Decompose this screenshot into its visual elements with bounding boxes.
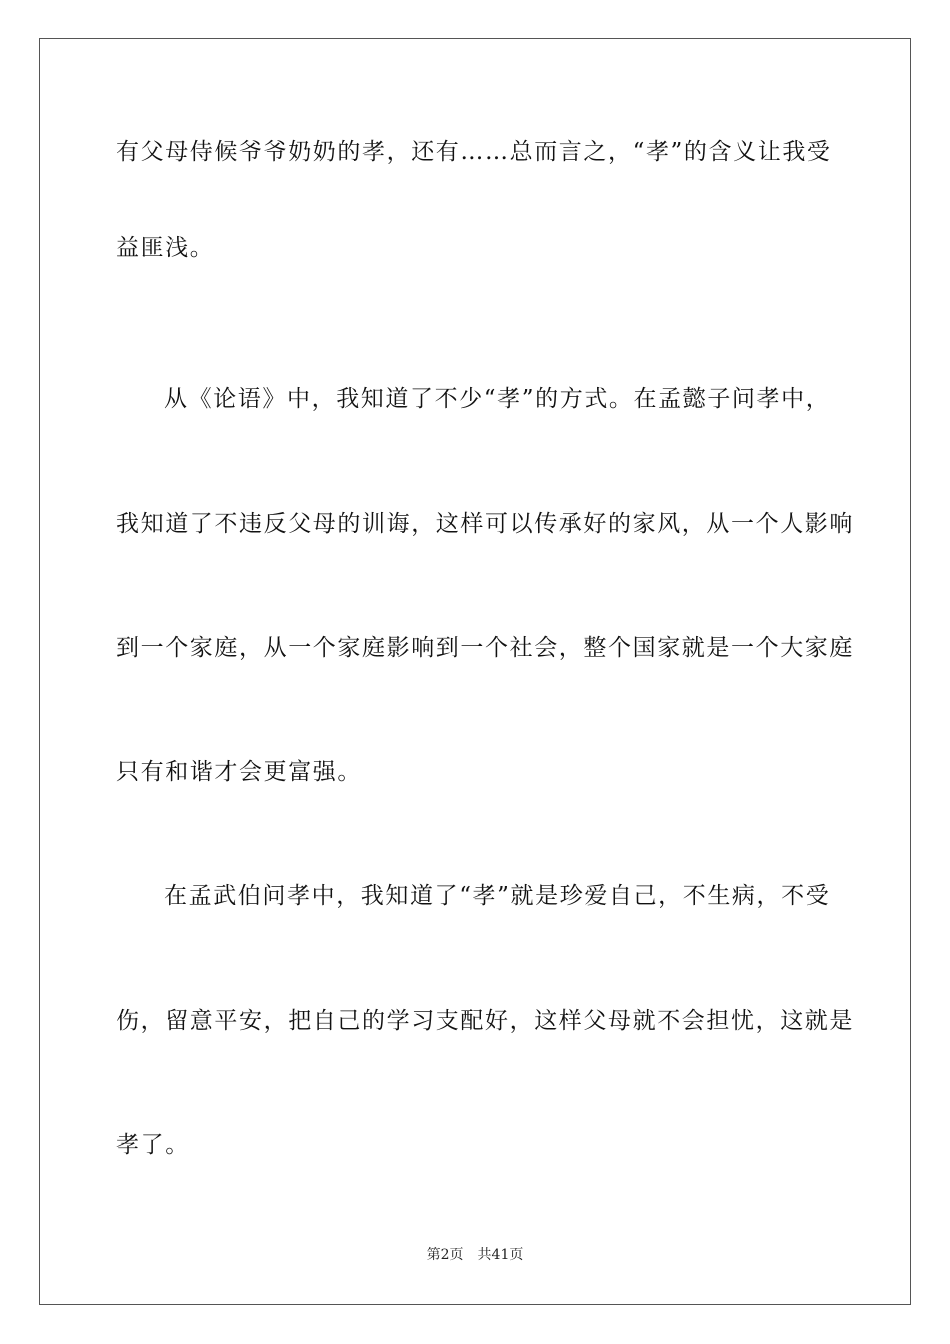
text-line-6: 只有和谐才会更富强。 bbox=[116, 759, 362, 785]
text-line-7: 在孟武伯问孝中，我知道了“孝”就是珍爱自己，不生病，不受 bbox=[164, 883, 831, 909]
text-line-5: 到一个家庭，从一个家庭影响到一个社会，整个国家就是一个大家庭 bbox=[116, 635, 854, 661]
text-line-9: 孝了。 bbox=[116, 1132, 190, 1158]
page-footer bbox=[0, 1246, 950, 1264]
page-total: 共41页 bbox=[477, 1247, 524, 1263]
page-number: 第2页 bbox=[426, 1247, 464, 1263]
text-line-8: 伤，留意平安，把自己的学习支配好，这样父母就不会担忧，这就是 bbox=[116, 1008, 854, 1034]
text-line-1: 有父母侍候爷爷奶奶的孝，还有……总而言之，“孝”的含义让我受 bbox=[116, 139, 832, 165]
text-line-3: 从《论语》中，我知道了不少“孝”的方式。在孟懿子问孝中， bbox=[164, 386, 831, 412]
page-frame bbox=[39, 38, 911, 1305]
text-line-2: 益匪浅。 bbox=[116, 235, 215, 261]
text-line-4: 我知道了不违反父母的训诲，这样可以传承好的家风，从一个人影响 bbox=[116, 511, 854, 537]
